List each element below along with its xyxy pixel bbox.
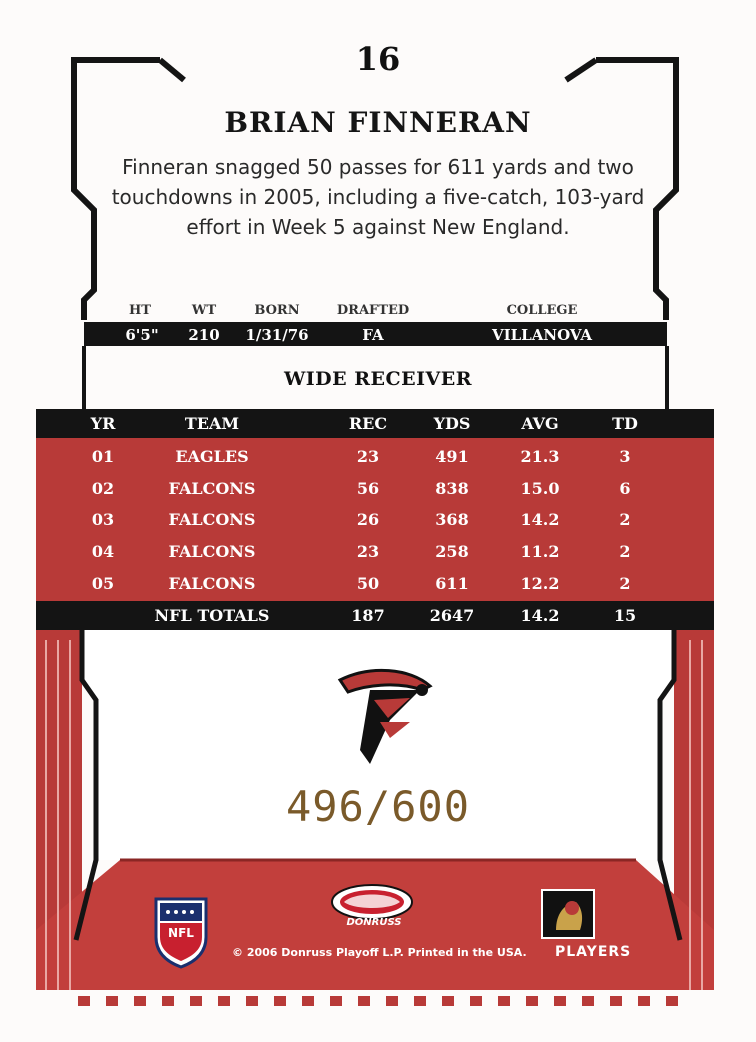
- vitals-value-ht: 6'5": [125, 326, 159, 344]
- stats-header-team: TEAM: [184, 414, 240, 433]
- stats-row-team: EAGLES: [175, 447, 249, 466]
- nfl-label: NFL: [168, 926, 194, 940]
- vitals-value-college: VILLANOVA: [491, 326, 592, 344]
- stats-row-td: 2: [619, 542, 631, 561]
- stats-row-yr: 05: [91, 574, 115, 593]
- stats-row-avg: 14.2: [520, 510, 560, 529]
- stats-header-rec: REC: [348, 414, 388, 433]
- stats-row-yds: 368: [435, 510, 469, 529]
- player-bio: Finneran snagged 50 passes for 611 yards and two touchdowns in 2005, including a five-catch, 103-yard effort in Week 5 against New England.: [111, 155, 645, 239]
- stats-row-td: 3: [619, 447, 631, 466]
- bottom-ticks: [78, 996, 678, 1006]
- stats-row-rec: 23: [356, 542, 380, 561]
- stats-row-rec: 50: [356, 574, 380, 593]
- stats-row-team: FALCONS: [168, 574, 256, 593]
- stats-row-td: 2: [619, 510, 631, 529]
- donruss-label: DONRUSS: [346, 917, 402, 928]
- vitals-header-born: BORN: [254, 303, 300, 318]
- stats-row-avg: 11.2: [520, 542, 560, 561]
- serial-number: 496/600: [285, 782, 470, 831]
- stats-row-avg: 21.3: [520, 447, 560, 466]
- stats-row-avg: 12.2: [520, 574, 560, 593]
- vitals-header-wt: WT: [191, 303, 217, 318]
- card-number: 16: [355, 40, 401, 78]
- stats-row-td: 6: [619, 479, 631, 498]
- stats-row-team: FALCONS: [168, 542, 256, 561]
- stats-row-td: 2: [619, 574, 631, 593]
- player-name: BRIAN FINNERAN: [224, 106, 532, 139]
- stats-header-yds: YDS: [433, 414, 471, 433]
- vitals-value-drafted: FA: [362, 326, 384, 344]
- stats-row-yds: 838: [435, 479, 469, 498]
- stats-row-avg: 15.0: [520, 479, 560, 498]
- vitals-value-born: 1/31/76: [245, 326, 309, 344]
- stats-row-yr: 02: [91, 479, 115, 498]
- stats-header-yr: YR: [90, 414, 116, 433]
- stats-totals-yds: 2647: [429, 606, 475, 625]
- stats-totals-label: NFL TOTALS: [154, 606, 270, 625]
- stats-totals-rec: 187: [351, 606, 385, 625]
- stats-row-yds: 611: [435, 574, 469, 593]
- stats-row-yr: 01: [91, 447, 115, 466]
- donruss-logo: [332, 885, 412, 919]
- vitals-header-college: COLLEGE: [506, 303, 578, 318]
- copyright-text: © 2006 Donruss Playoff L.P. Printed in the USA.: [232, 946, 527, 959]
- stats-row-team: FALCONS: [168, 479, 256, 498]
- players-label: PLAYERS: [555, 944, 632, 960]
- stats-row-yds: 491: [435, 447, 469, 466]
- players-inc-logo: [542, 890, 594, 938]
- stats-row-yr: 04: [91, 542, 115, 561]
- stats-totals-td: 15: [613, 606, 637, 625]
- vitals-value-wt: 210: [188, 326, 220, 344]
- player-position: WIDE RECEIVER: [283, 368, 473, 390]
- stats-row-team: FALCONS: [168, 510, 256, 529]
- stats-totals-avg: 14.2: [520, 606, 560, 625]
- stats-row-yr: 03: [91, 510, 115, 529]
- vitals-header-ht: HT: [129, 303, 151, 318]
- stats-row-yds: 258: [435, 542, 469, 561]
- vitals-header-drafted: DRAFTED: [336, 303, 410, 318]
- stats-row-rec: 26: [356, 510, 380, 529]
- stats-row-rec: 56: [356, 479, 380, 498]
- stats-header-avg: AVG: [521, 414, 559, 433]
- stats-row-rec: 23: [356, 447, 380, 466]
- stats-header-td: TD: [612, 414, 638, 433]
